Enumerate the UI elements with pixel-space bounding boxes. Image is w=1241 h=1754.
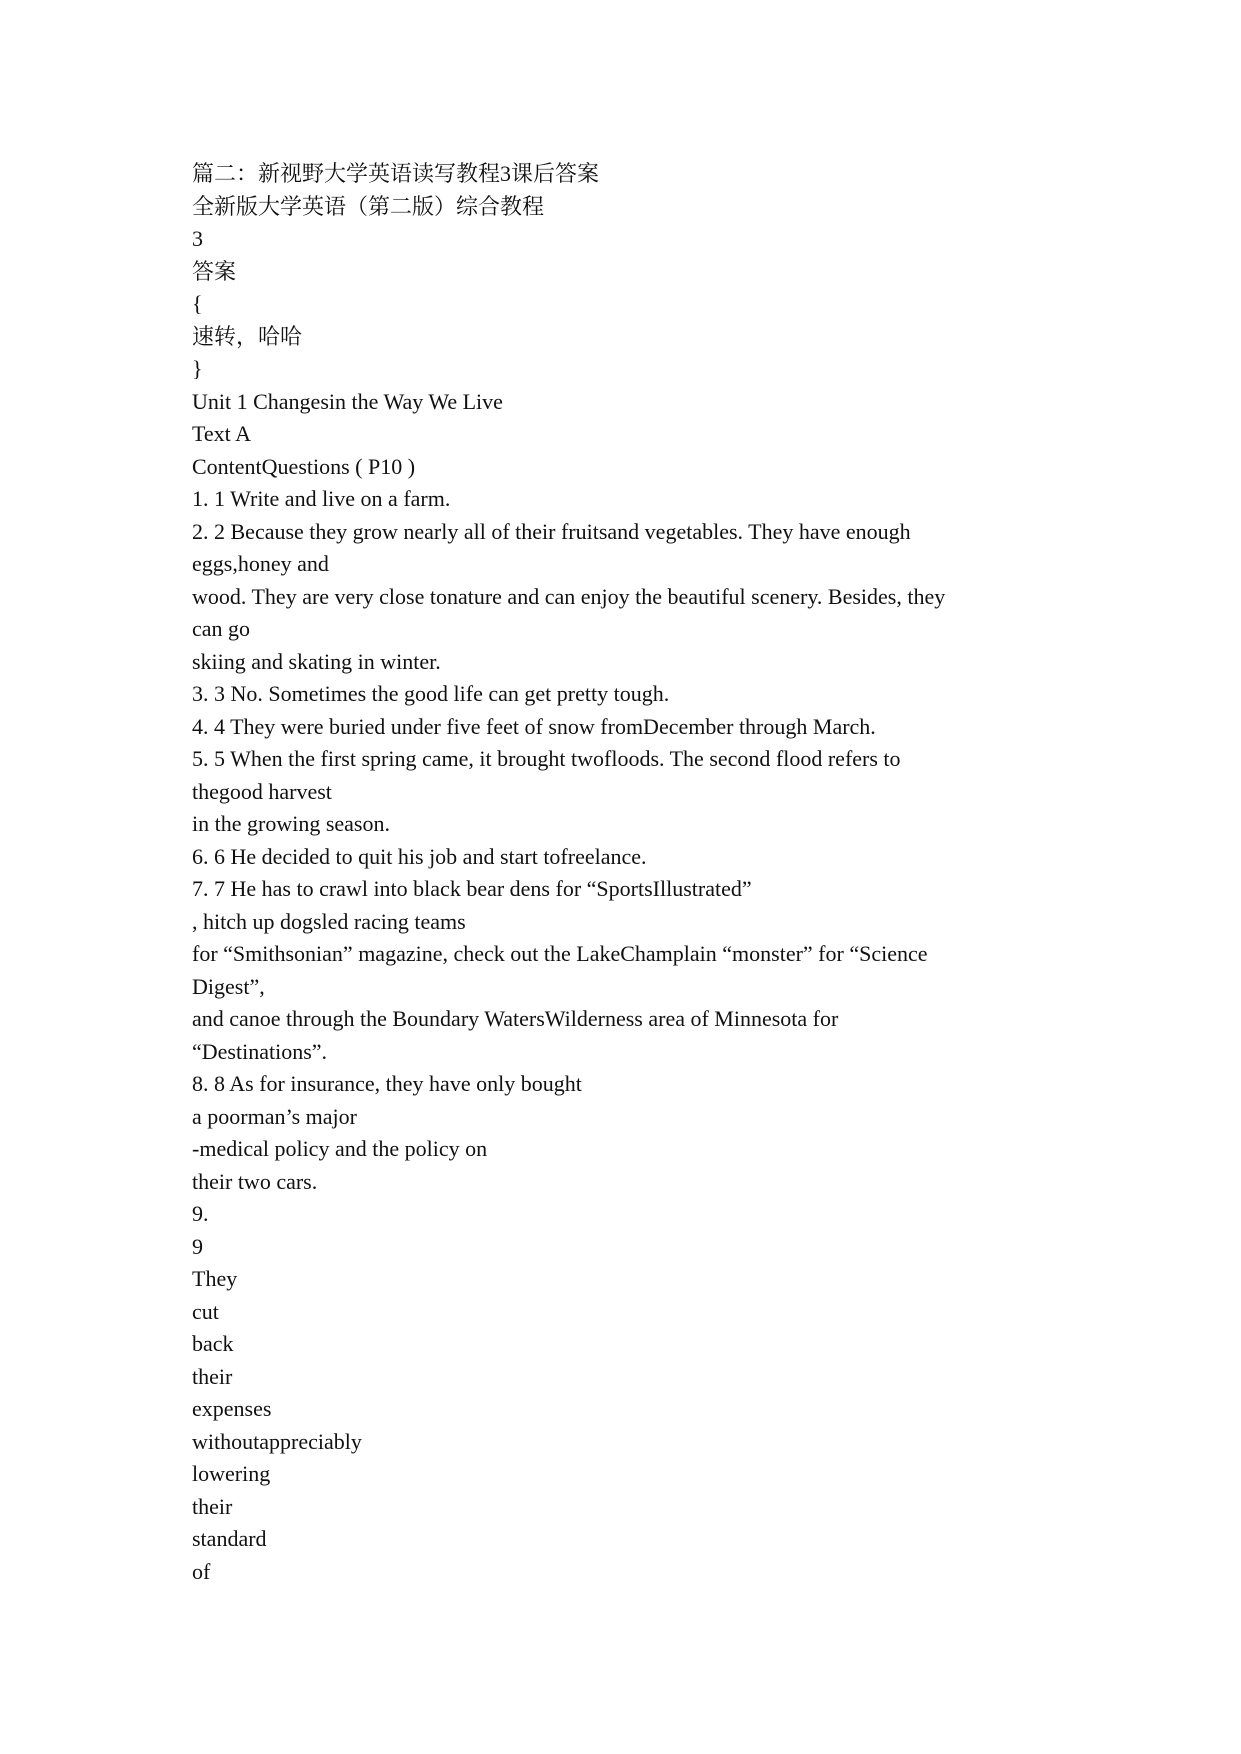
answer-line: eggs,honey and — [192, 551, 329, 576]
answer-line: 5. 5 When the first spring came, it brought twofloods. The second flood refers to — [192, 746, 901, 771]
unit-heading: Unit 1 Changesin the Way We Live — [192, 388, 503, 414]
answer-line: -medical policy and the policy on — [192, 1136, 488, 1161]
text-line: 3 — [192, 226, 203, 251]
answer-line: 7. 7 He has to crawl into black bear dens for “SportsIllustrated” — [192, 876, 752, 901]
doc-title-line: 篇二：新视野大学英语读写教程3课后答案 — [192, 161, 600, 186]
answer-line: and canoe through the Boundary WatersWilderness area of Minnesota for — [192, 1006, 839, 1031]
answer-line: 3. 3 No. Sometimes the good life can get pretty tough. — [192, 681, 670, 706]
answer-line: They — [192, 1266, 238, 1291]
answer-line: thegood harvest — [192, 778, 332, 804]
answer-line: wood. They are very close tonature and can enjoy the beautiful scenery. Besides, they — [192, 583, 946, 609]
text-heading: Text A — [192, 421, 251, 446]
answer-line: 6. 6 He decided to quit his job and start tofreelance. — [192, 843, 647, 869]
answer-line: their two cars. — [192, 1168, 318, 1194]
answer-line: skiing and skating in winter. — [192, 648, 441, 674]
answer-line: 8. 8 As for insurance, they have only bought — [192, 1071, 582, 1096]
answer-line: 2. 2 Because they grow nearly all of their fruitsand vegetables. They have enough — [192, 518, 911, 544]
text-line: 速转，哈哈 — [192, 323, 303, 349]
answer-line: Digest”, — [192, 973, 265, 999]
answer-line: 9. — [192, 1201, 209, 1226]
answer-line: expenses — [192, 1396, 272, 1421]
answer-line: withoutappreciably — [192, 1428, 362, 1454]
text-line: } — [192, 356, 203, 381]
text-line: 答案 — [192, 258, 237, 284]
section-heading: ContentQuestions ( P10 ) — [192, 453, 416, 479]
answer-line: their — [192, 1493, 233, 1519]
document-page — [192, 158, 1092, 1588]
answer-line: 4. 4 They were buried under five feet of snow fromDecember through March. — [192, 713, 876, 739]
text-line: { — [192, 291, 203, 316]
answer-line: of — [192, 1558, 211, 1584]
answer-line: 9 — [192, 1233, 203, 1259]
answer-line: , hitch up dogsled racing teams — [192, 908, 466, 934]
answer-line: back — [192, 1331, 234, 1356]
answer-line: standard — [192, 1526, 267, 1551]
answer-line: cut — [192, 1298, 219, 1324]
answer-line: a poorman’s major — [192, 1103, 357, 1129]
answer-line: lowering — [192, 1461, 271, 1486]
answer-line: 1. 1 Write and live on a farm. — [192, 486, 451, 511]
answer-line: in the growing season. — [192, 811, 390, 836]
answer-line: “Destinations”. — [192, 1038, 328, 1064]
answer-line: their — [192, 1363, 233, 1389]
answer-line: can go — [192, 616, 251, 641]
doc-subtitle-line: 全新版大学英语（第二版）综合教程 — [192, 193, 545, 219]
answer-line: for “Smithsonian” magazine, check out the LakeChamplain “monster” for “Science — [192, 941, 928, 966]
